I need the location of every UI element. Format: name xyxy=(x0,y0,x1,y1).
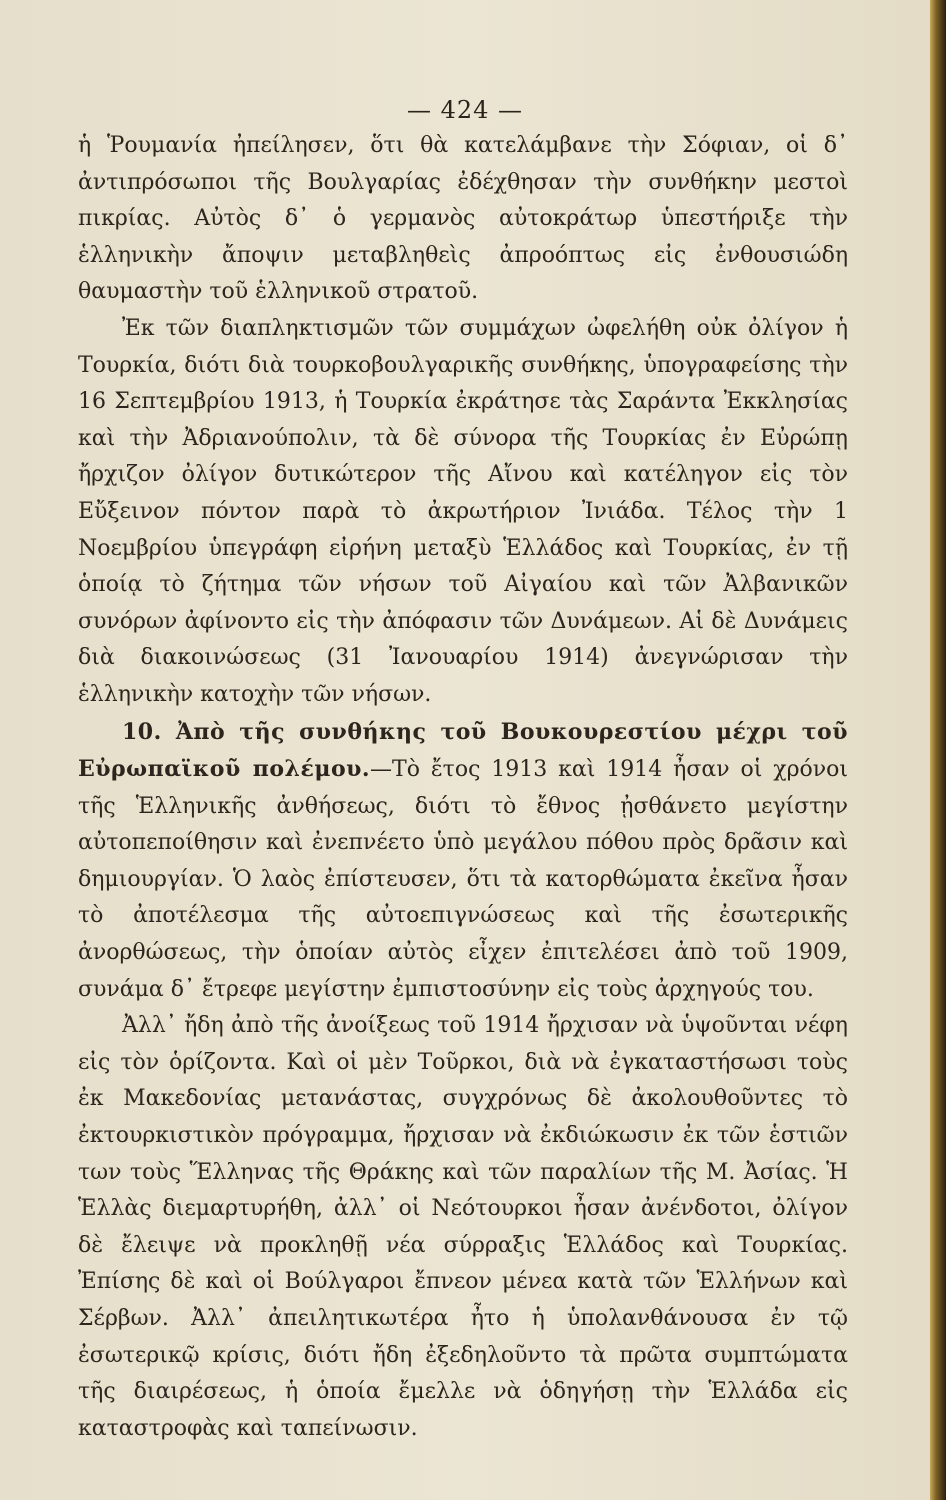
paragraph-turkey-treaty: Ἐκ τῶν διαπληκτισμῶν τῶν συμμάχων ὠφελήθη οὐκ ὀλίγον ἡ Τουρκία, διότι διὰ τουρκοβουλγαρικῆς συνθήκης, ὑπογραφείσης τὴν 16 Σεπτεμβρίου 1913, ἡ Τουρκία ἐκράτησε τὰς Σαράντα Ἐκκλησίας καὶ τὴν Ἀδριανούπολιν, τὰ δὲ σύνορα τῆς Τουρκίας ἐν Εὐρώπῃ ἤρχιζον ὀλίγον δυτικώτερον τῆς Αἴνου καὶ κατέληγον εἰς τὸν Εὔξεινον πόντον παρὰ τὸ ἀκρωτήριον Ἰνιάδα. Τέλος τὴν 1 Νοεμβρίου ὑπεγράφη εἰρήνη μεταξὺ Ἑλλάδος καὶ Τουρκίας, ἐν τῇ ὁποίᾳ τὸ ζήτημα τῶν νήσων τοῦ Αἰγαίου καὶ τῶν Ἀλβανικῶν συνόρων ἀφίνοντο εἰς τὴν ἀπόφασιν τῶν Δυνάμεων. Αἱ δὲ Δυνάμεις διὰ διακοινώσεως (31 Ἰανουαρίου 1914) ἀνεγνώρισαν τὴν ἑλληνικὴν κατοχὴν τῶν νήσων. xyxy=(78,315,848,707)
section-heading: 10. Ἀπὸ τῆς συνθήκης τοῦ Βουκουρεστίου μέχρι τοῦ Εὐρωπαϊκοῦ πολέμου. xyxy=(78,718,848,783)
body-text xyxy=(78,128,848,1447)
book-edge xyxy=(930,0,946,1500)
section-10 xyxy=(78,714,848,1009)
section-text: —Τὸ ἔτος 1913 καὶ 1914 ἦσαν οἱ χρόνοι τῆς Ἑλληνικῆς ἀνθήσεως, διότι τὸ ἔθνος ᾐσθάνετο μεγίστην αὐτοπεποίθησιν καὶ ἐνεπνέετο ὑπὸ μεγάλου πόθου πρὸς δρᾶσιν καὶ δημιουργίαν. Ὁ λαὸς ἐπίστευσεν, ὅτι τὰ κατορθώματα ἐκεῖνα ἦσαν τὸ ἀποτέλεσμα τῆς αὐτοεπιγνώσεως καὶ τῆς ἐσωτερικῆς ἀνορθώσεως, τὴν ὁποίαν αὐτὸς εἶχεν ἐπιτελέσει ἀπὸ τοῦ 1909, συνάμα δ᾽ ἔτρεφε μεγίστην ἐμπιστοσύνην εἰς τοὺς ἀρχηγούς του. xyxy=(78,757,848,1002)
paragraph-closing: Ἀλλ᾽ ἤδη ἀπὸ τῆς ἀνοίξεως τοῦ 1914 ἤρχισαν νὰ ὑψοῦνται νέφη εἰς τὸν ὁρίζοντα. Καὶ οἱ μὲν Τοῦρκοι, διὰ νὰ ἐγκαταστήσωσι τοὺς ἐκ Μακεδονίας μετανάστας, συγχρόνως δὲ ἀκολουθοῦντες τὸ ἐκτουρκιστικὸν πρόγραμμα, ἤρχισαν νὰ ἐκδιώκωσιν ἐκ τῶν ἑστιῶν των τοὺς Ἕλληνας τῆς Θράκης καὶ τῶν παραλίων τῆς Μ. Ἀσίας. Ἡ Ἑλλὰς διεμαρτυρήθη, ἀλλ᾽ οἱ Νεότουρκοι ἦσαν ἀνένδοτοι, ὀλίγον δὲ ἔλειψε νὰ προκληθῇ νέα σύρραξις Ἑλλάδος καὶ Τουρκίας. Ἐπίσης δὲ καὶ οἱ Βούλγαροι ἔπνεον μένεα κατὰ τῶν Ἑλλήνων καὶ Σέρβων. Ἀλλ᾽ ἀπειλητικωτέρα ἦτο ἡ ὑπολανθάνουσα ἐν τῷ ἐσωτερικῷ κρίσις, διότι ἤδη ἐξεδηλοῦντο τὰ πρῶτα συμπτώματα τῆς διαιρέσεως, ἡ ὁποία ἔμελλε νὰ ὁδηγήσῃ τὴν Ἑλλάδα εἰς καταστροφὰς καὶ ταπείνωσιν. xyxy=(78,1013,848,1441)
paragraph-continued: ἡ Ῥουμανία ἠπείλησεν, ὅτι θὰ κατελάμβανε τὴν Σόφιαν, οἱ δ᾽ ἀντιπρόσωποι τῆς Βουλγαρίας ἐδέχθησαν τὴν συνθήκην μεστοὶ πικρίας. Αὐτὸς δ᾽ ὁ γερμανὸς αὐτοκράτωρ ὑπεστήριξε τὴν ἑλληνικὴν ἄποψιν μεταβληθεὶς ἀπροόπτως εἰς ἐνθουσιώδη θαυμαστὴν τοῦ ἑλληνικοῦ στρατοῦ. xyxy=(78,133,848,305)
page-number: — 424 — xyxy=(406,96,524,124)
